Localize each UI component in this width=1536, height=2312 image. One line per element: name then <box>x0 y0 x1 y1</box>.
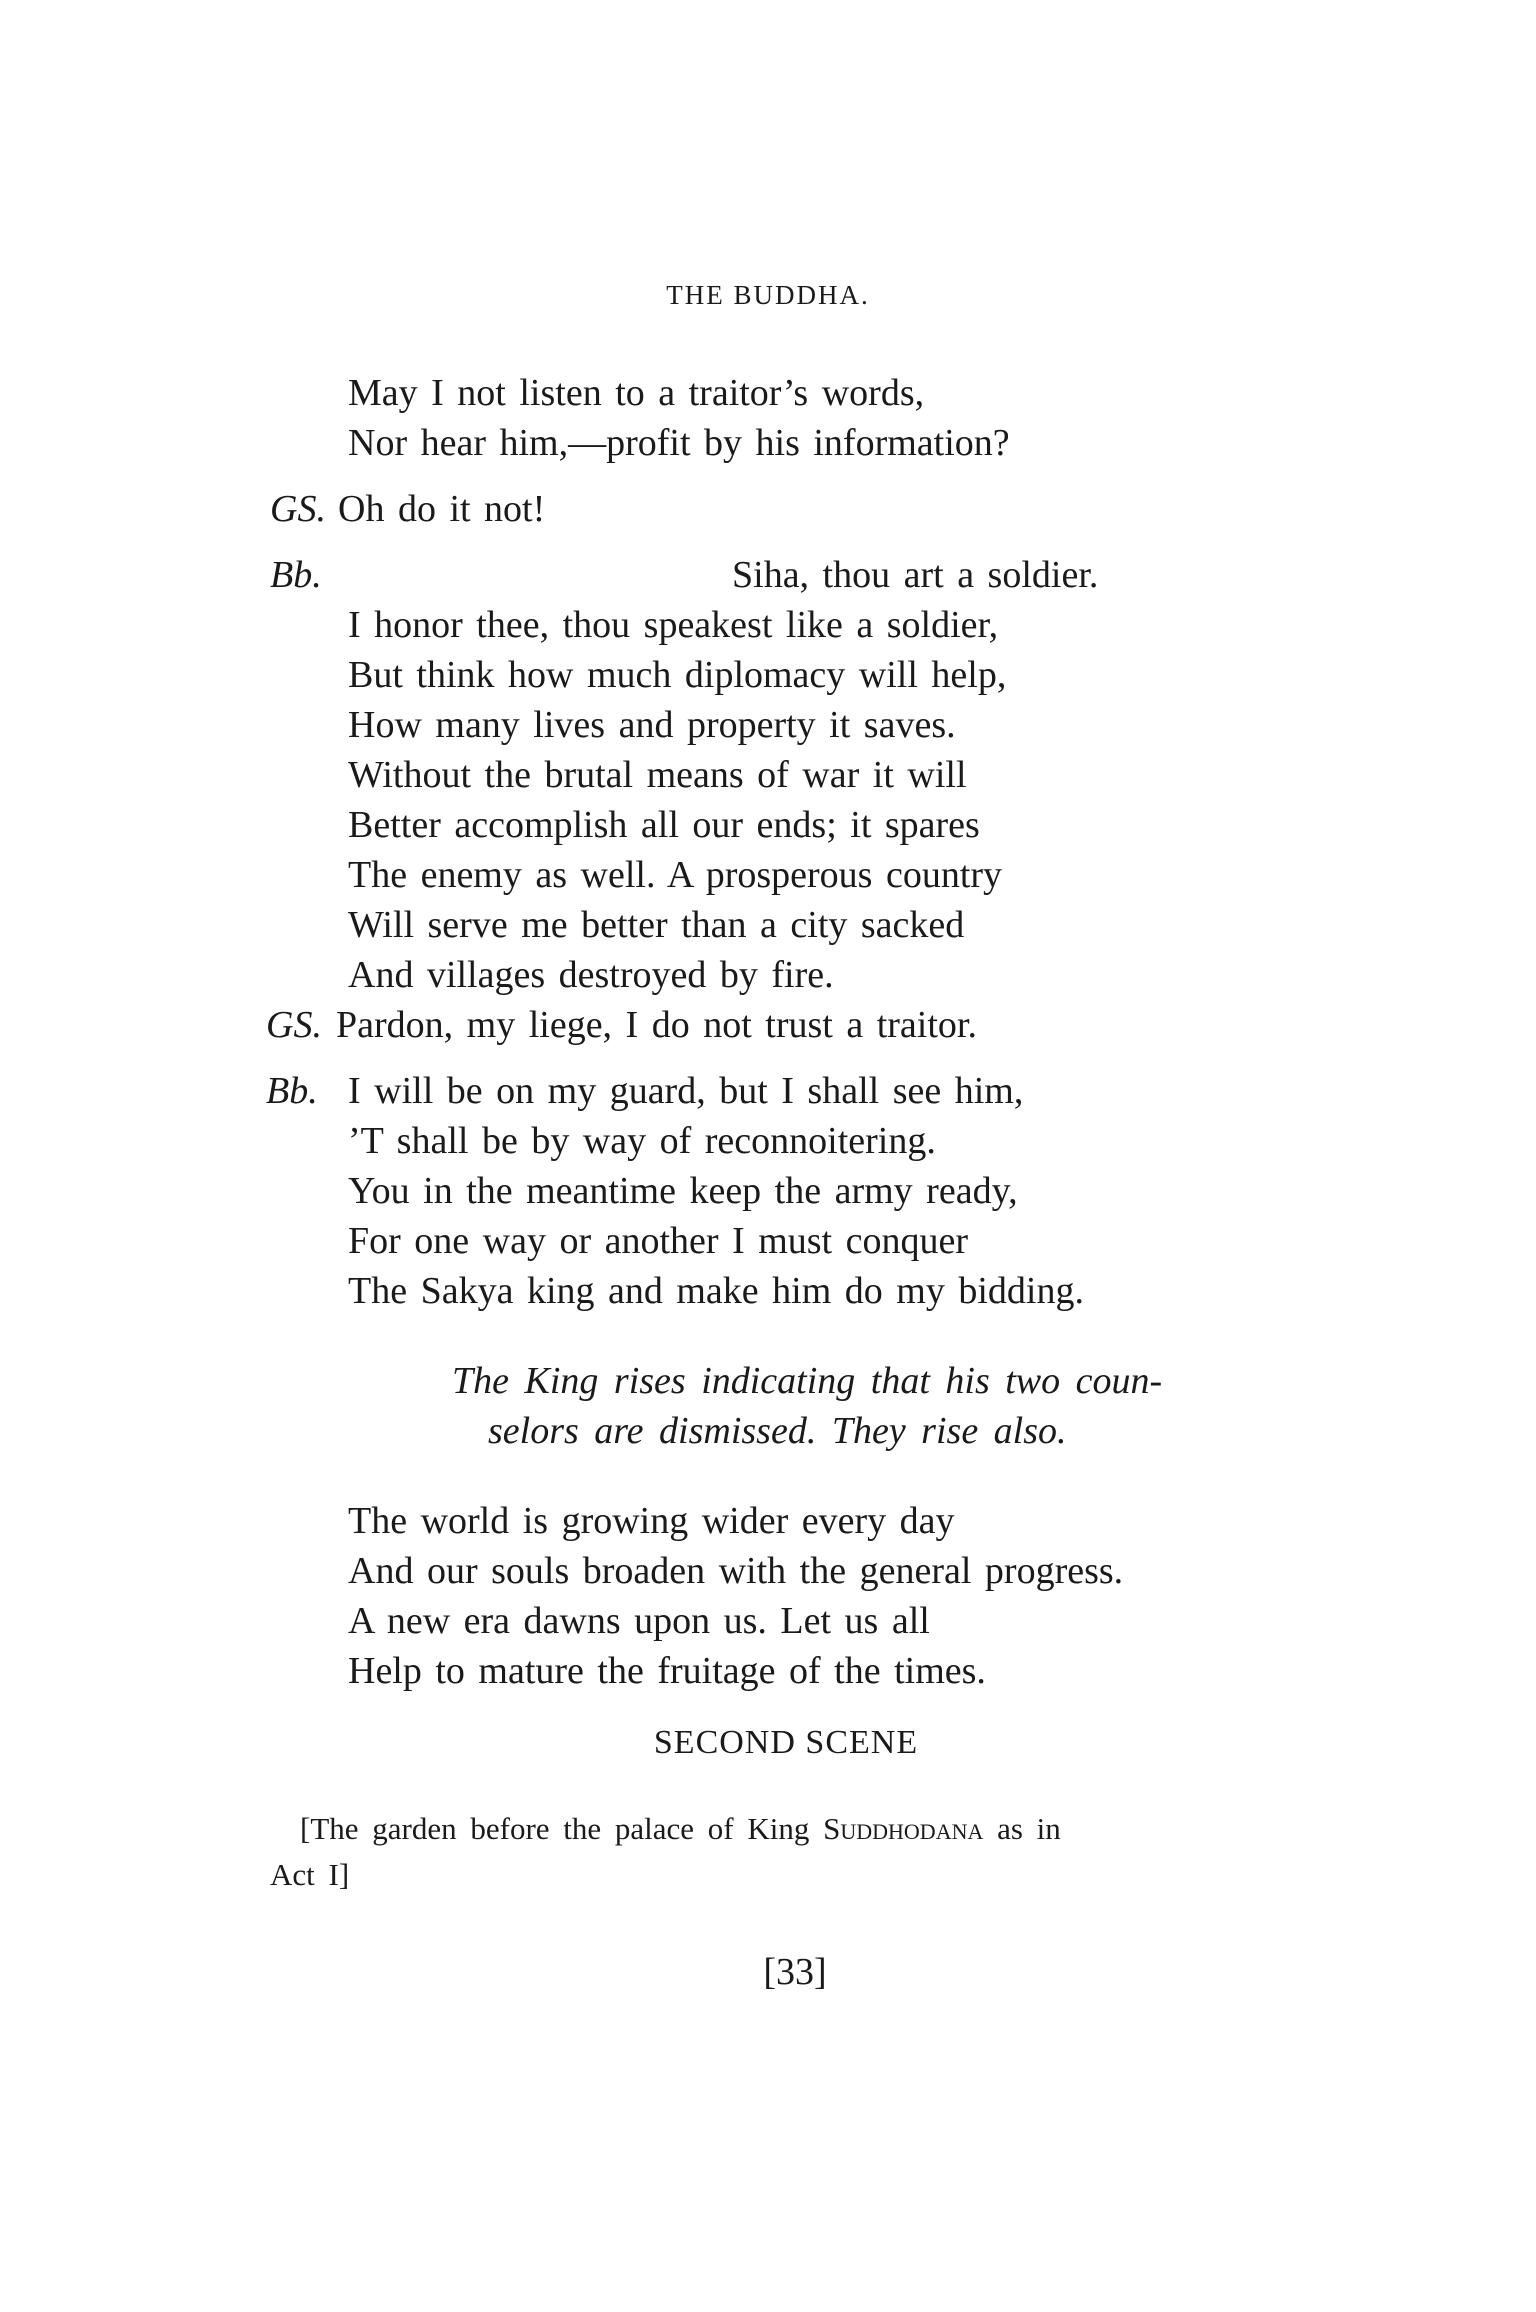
verse-line: And our souls broaden with the general progress. <box>348 1550 1124 1592</box>
verse-line: Will serve me better than a city sacked <box>348 904 965 946</box>
verse-line: May I not listen to a traitor’s words, <box>348 372 925 414</box>
verse-line: Pardon, my liege, I do not trust a traitor. <box>336 1004 977 1046</box>
verse-line: I honor thee, thou speakest like a soldier, <box>348 604 999 646</box>
speaker-bb: Bb. <box>270 554 322 596</box>
speaker-bb: Bb. <box>266 1070 318 1112</box>
running-head: THE BUDDHA. <box>666 280 870 310</box>
stage-direction-line: The King rises indicating that his two coun- <box>452 1360 1163 1402</box>
page-number: [33] <box>763 1951 827 1993</box>
verse-line: You in the meantime keep the army ready, <box>348 1170 1018 1212</box>
verse-line: The Sakya king and make him do my bidding. <box>348 1270 1084 1312</box>
verse-line: Oh do it not! <box>338 488 546 530</box>
verse-line: And villages destroyed by fire. <box>348 954 834 996</box>
verse-line: Siha, thou art a soldier. <box>732 554 1099 596</box>
verse-line: The world is growing wider every day <box>348 1500 955 1542</box>
scene-heading: SECOND SCENE <box>653 1724 919 1761</box>
character-name: Suddhodana <box>823 1811 984 1846</box>
stage-direction-line: selors are dismissed. They rise also. <box>488 1410 1067 1452</box>
setting-text: as in <box>997 1811 1061 1846</box>
verse-line: Without the brutal means of war it will <box>348 754 967 796</box>
verse-line: ’T shall be by way of reconnoitering. <box>348 1120 936 1162</box>
setting-description-continued: Act I] <box>270 1857 350 1892</box>
verse-line: Nor hear him,—profit by his information? <box>348 422 1010 464</box>
verse-line: Better accomplish all our ends; it spares <box>348 804 980 846</box>
verse-line: For one way or another I must conquer <box>348 1220 969 1262</box>
setting-text: [The garden before the palace of King <box>300 1811 810 1846</box>
speaker-gs: GS. <box>270 488 326 530</box>
verse-line: I will be on my guard, but I shall see him, <box>348 1070 1024 1112</box>
setting-description <box>300 1810 1061 1848</box>
speaker-gs: GS. <box>266 1004 322 1046</box>
verse-line: But think how much diplomacy will help, <box>348 654 1007 696</box>
verse-line: Help to mature the fruitage of the times. <box>348 1650 986 1692</box>
verse-line: The enemy as well. A prosperous country <box>348 854 1003 896</box>
verse-line: How many lives and property it saves. <box>348 704 956 746</box>
verse-line: A new era dawns upon us. Let us all <box>348 1600 930 1642</box>
